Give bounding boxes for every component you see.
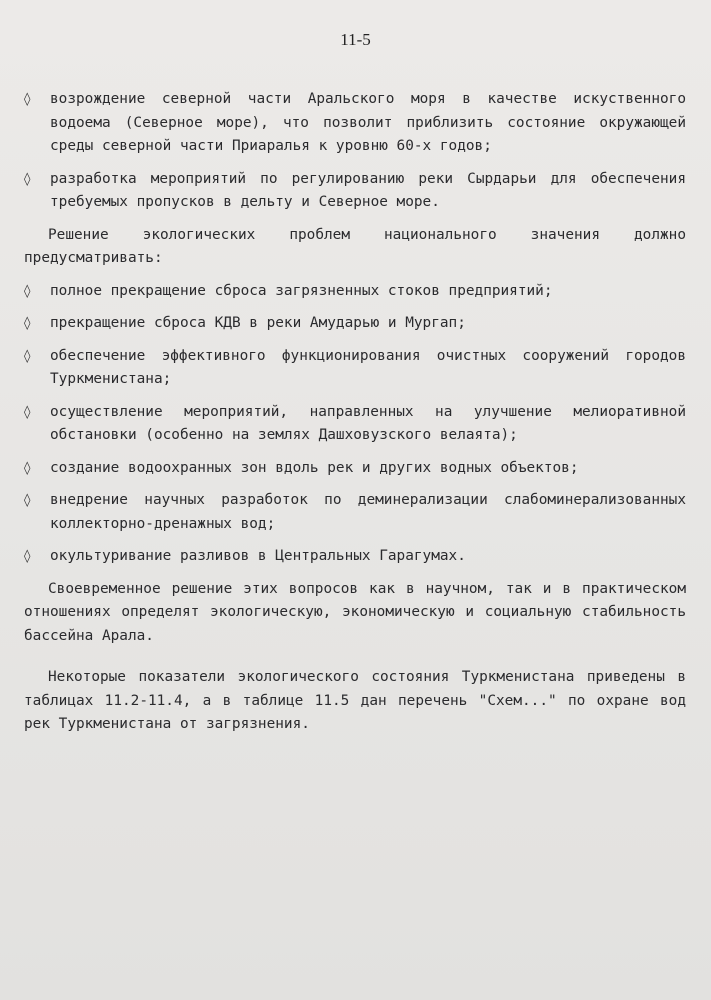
diamond-bullet-icon: ◊ — [24, 404, 31, 420]
bullet-item — [24, 545, 686, 569]
page-number: 11-5 — [340, 30, 371, 49]
bullet-text: разработка мероприятий по регулированию реки Сырдарьи для обеспечения требуемых пропусков в дельту и Северное море. — [50, 170, 686, 210]
bullet-item — [24, 457, 686, 481]
bullet-text: возрождение северной части Аральского моря в качестве искуственного водоема (Северное море), что позволит приблизить состояние окружающей среды северной части Приаралья к уровню 60-х годов; — [50, 91, 686, 154]
diamond-bullet-icon: ◊ — [24, 92, 31, 107]
bullet-item — [24, 489, 686, 536]
bullet-item — [24, 88, 686, 159]
bullet-item — [24, 401, 686, 448]
diamond-bullet-icon: ◊ — [24, 316, 31, 331]
diamond-bullet-icon: ◊ — [24, 549, 31, 564]
bullet-text: обеспечение эффективного функционирования очистных сооружений городов Туркменистана; — [50, 347, 686, 387]
bullet-text: осуществление мероприятий, направленных на улучшение мелиоративной обстановки (особенно на землях Дашховузского велаята); — [50, 403, 686, 443]
diamond-bullet-icon: ◊ — [24, 460, 31, 476]
bullet-item — [24, 312, 686, 336]
paragraph: Некоторые показатели экологического состояния Туркменистана приведены в таблицах 11.2-11.4, а в таблице 11.5 дан перечень "Схем..." по охране вод рек Туркменистана от загрязнения. — [24, 669, 686, 732]
diamond-bullet-icon: ◊ — [24, 283, 31, 299]
paragraph: Своевременное решение этих вопросов как в научном, так и в практическом отношениях определят экологическую, экономическую и социальную стабильность бассейна Арала. — [24, 580, 686, 644]
bullet-text: полное прекращение сброса загрязненных стоков предприятий; — [50, 282, 553, 299]
bullet-text: создание водоохранных зон вдоль рек и других водных объектов; — [50, 459, 579, 476]
bullet-item — [24, 345, 686, 392]
paragraph: Решение экологических проблем национального значения должно предусматривать: — [24, 226, 686, 266]
bullet-text: прекращение сброса КДВ в реки Амударью и Мургап; — [50, 315, 466, 331]
diamond-bullet-icon: ◊ — [24, 171, 31, 187]
bullet-text: окультуривание разливов в Центральных Гарагумах. — [50, 548, 466, 564]
diamond-bullet-icon: ◊ — [24, 493, 31, 508]
page-body — [24, 88, 686, 746]
diamond-bullet-icon: ◊ — [24, 348, 31, 364]
bullet-text: внедрение научных разработок по деминерализации слабоминерализованных коллекторно-дренажных вод; — [50, 492, 686, 532]
bullet-item — [24, 168, 686, 215]
bullet-item — [24, 280, 686, 304]
